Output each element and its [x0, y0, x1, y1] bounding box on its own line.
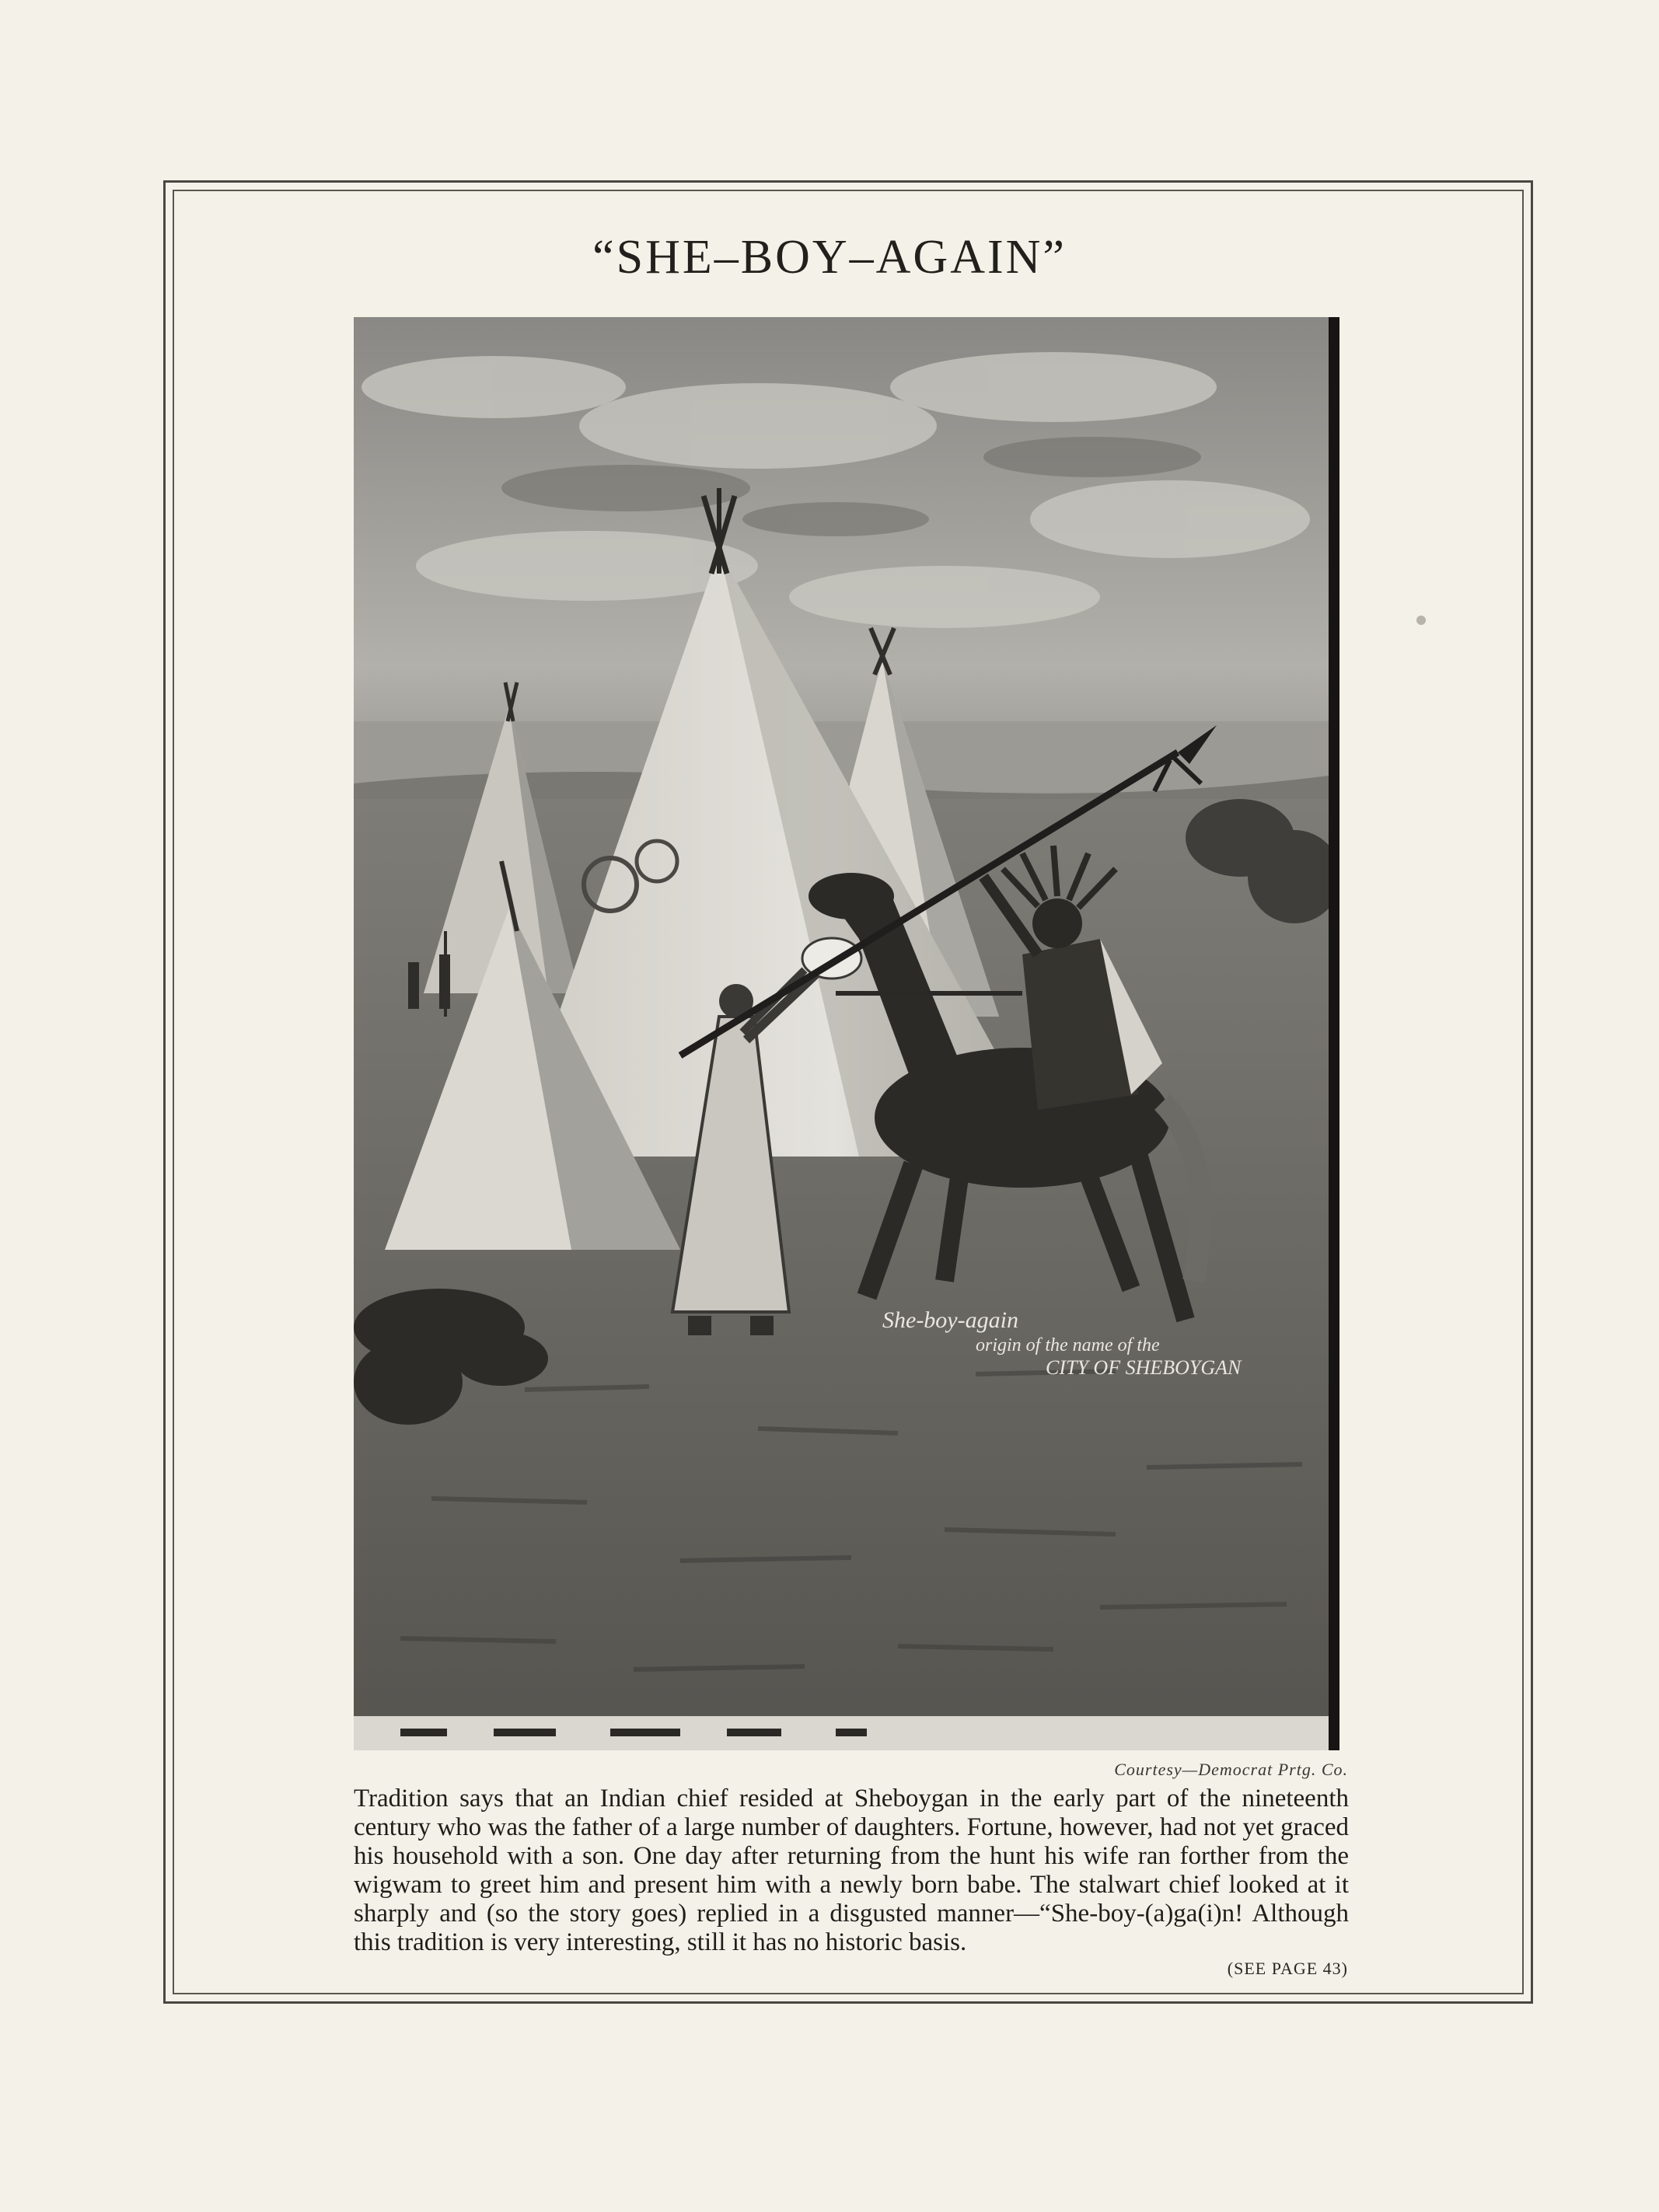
inscription-line-1: She-boy-again	[882, 1307, 1018, 1333]
illustration	[354, 317, 1339, 1750]
paper-smudge	[1416, 616, 1426, 625]
inscription-line-3: CITY OF SHEBOYGAN	[1046, 1356, 1242, 1379]
see-page-reference: (SEE PAGE 43)	[1227, 1959, 1348, 1978]
caption-paragraph: Tradition says that an Indian chief resided at Sheboygan in the early part of the nineteenth century who was the father of a large number of daughters. Fortune, however, had not yet graced his household with a son. One day after returning from the hunt his wife ran forther from the wigwam to greet him and present him with a newly born babe. The stalwart chief looked at it sharply and (so the story goes) replied in a disgusted manner—“She-boy-(a)ga(i)n! Although this tradition is very interesting, still it has no historic basis.	[354, 1785, 1349, 1956]
image-credit: Courtesy—Democrat Prtg. Co.	[1114, 1760, 1348, 1779]
inscription-line-2: origin of the name of the	[976, 1335, 1160, 1355]
page-title: “SHE–BOY–AGAIN”	[592, 231, 1067, 284]
